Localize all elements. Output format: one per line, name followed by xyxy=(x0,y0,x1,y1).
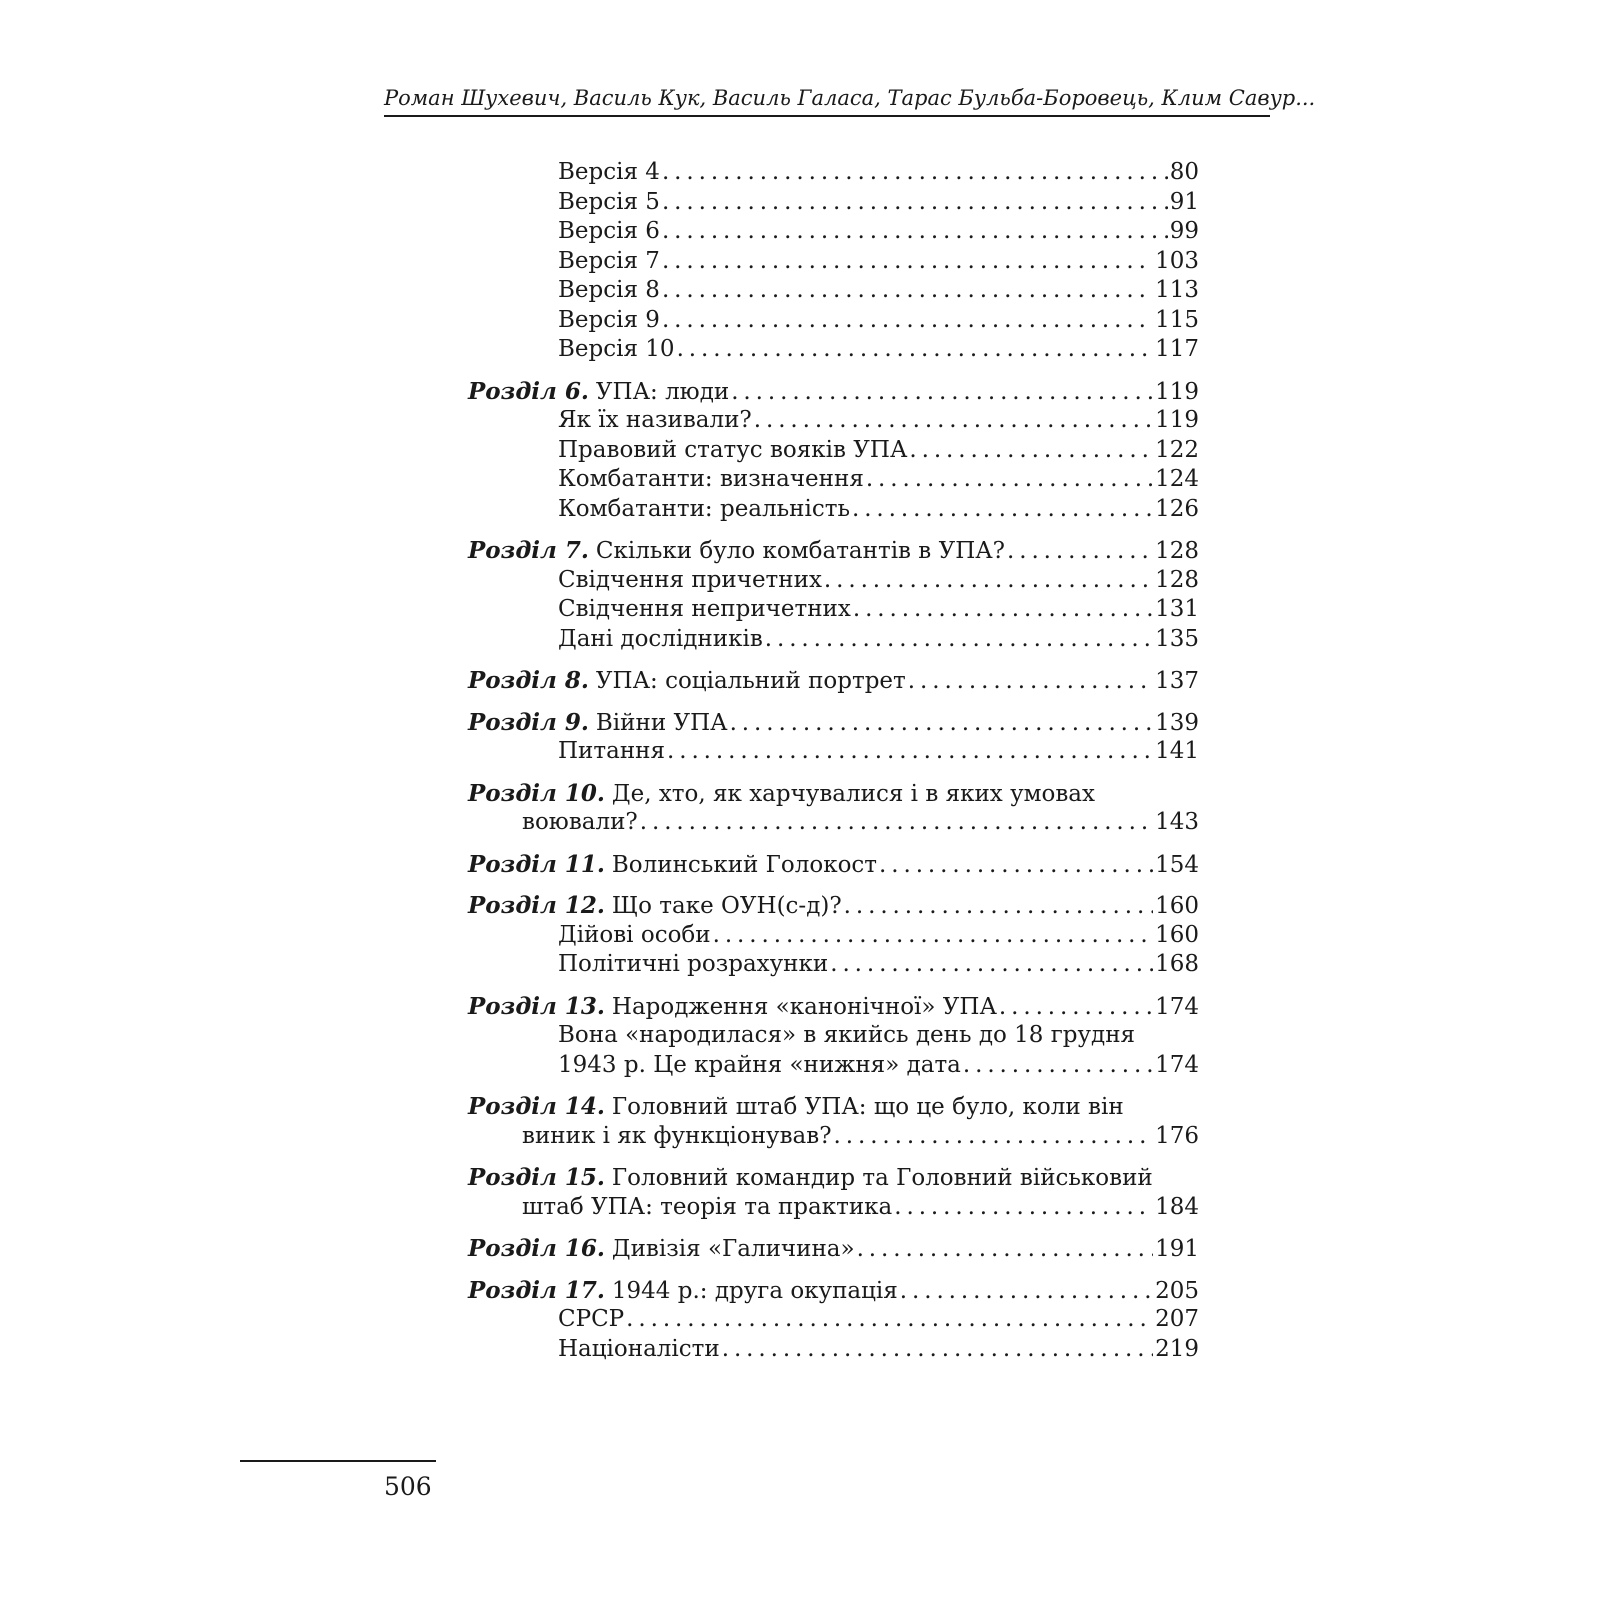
dot-leader xyxy=(909,436,1153,466)
toc-chapter-entry xyxy=(468,779,1199,809)
entry-title: Комбатанти: реальність xyxy=(558,495,850,522)
entry-page-number: 174 xyxy=(1155,993,1199,1020)
entry-page-number: 103 xyxy=(1155,247,1199,274)
toc-entry xyxy=(468,465,1199,495)
toc-chapter-entry xyxy=(468,536,1199,566)
toc-chapter-entry xyxy=(468,1234,1199,1264)
chapter-label: Розділ 6. xyxy=(468,377,589,405)
page-number: 506 xyxy=(384,1472,432,1501)
header-rule xyxy=(384,115,1270,117)
entry-title: Дивізія «Галичина» xyxy=(611,1236,855,1262)
dot-leader xyxy=(999,993,1153,1023)
entry-page-number: 176 xyxy=(1155,1122,1199,1149)
chapter-label: Розділ 12. xyxy=(468,892,605,919)
entry-page-number: 124 xyxy=(1155,466,1199,492)
toc-entry xyxy=(468,921,1199,951)
dot-leader xyxy=(857,1235,1154,1265)
toc-entry xyxy=(468,306,1199,336)
toc-entry xyxy=(468,1021,1199,1051)
chapter-label: Розділ 17. xyxy=(468,1276,605,1304)
toc-entry xyxy=(468,1193,1199,1223)
entry-title: УПА: люди xyxy=(595,378,730,405)
entry-page-number: 128 xyxy=(1155,538,1199,564)
toc-entry xyxy=(468,737,1199,767)
entry-page-number: 191 xyxy=(1155,1236,1199,1262)
entry-title: Політичні розрахунки xyxy=(558,951,829,977)
entry-title: Що таке ОУН(с-д)? xyxy=(611,893,842,919)
dot-leader xyxy=(662,306,1153,336)
dot-leader xyxy=(844,892,1153,922)
entry-title: воювали? xyxy=(522,809,638,835)
toc-entry xyxy=(468,436,1199,466)
entry-title: Версія 10 xyxy=(558,336,675,362)
running-head: Роман Шухевич, Василь Кук, Василь Галаса, Тарас Бульба-Боровець, Клим Савур... xyxy=(384,86,1316,110)
dot-leader xyxy=(866,465,1153,495)
entry-page-number: 160 xyxy=(1155,921,1199,948)
entry-title: Комбатанти: визначення xyxy=(558,466,864,492)
entry-title: Головний штаб УПА: що це було, коли він xyxy=(611,1094,1124,1120)
dot-leader xyxy=(640,808,1153,838)
toc-chapter-entry xyxy=(468,1163,1199,1193)
toc-entry xyxy=(468,595,1199,625)
toc-entry xyxy=(468,495,1199,525)
entry-page-number: 128 xyxy=(1155,566,1199,593)
toc-chapter-entry xyxy=(468,1276,1199,1306)
toc-chapter-entry xyxy=(468,992,1199,1022)
entry-title: Народження «канонічної» УПА xyxy=(611,993,997,1020)
dot-leader xyxy=(908,667,1153,697)
entry-page-number: 131 xyxy=(1155,596,1199,622)
toc-chapter-entry xyxy=(468,1092,1199,1122)
toc-chapter-entry xyxy=(468,891,1199,921)
entry-page-number: 115 xyxy=(1155,306,1199,333)
toc-entry xyxy=(468,188,1199,218)
dot-leader xyxy=(963,1051,1153,1081)
entry-title: Де, хто, як харчувалися і в яких умовах xyxy=(611,780,1095,807)
entry-title: штаб УПА: теорія та практика xyxy=(522,1193,893,1220)
dot-leader xyxy=(662,158,1168,188)
dot-leader xyxy=(667,737,1153,767)
entry-title: 1943 р. Це крайня «нижня» дата xyxy=(558,1051,961,1078)
dot-leader xyxy=(853,595,1153,625)
toc-entry xyxy=(468,950,1199,980)
dot-leader xyxy=(1007,537,1153,567)
entry-title: Свідчення причетних xyxy=(558,566,822,593)
entry-title: 1944 р.: друга окупація xyxy=(611,1277,898,1304)
dot-leader xyxy=(731,378,1153,408)
toc-entry xyxy=(468,1122,1199,1152)
toc-entry xyxy=(468,217,1199,247)
dot-leader xyxy=(765,625,1153,655)
dot-leader xyxy=(852,495,1153,525)
entry-title: СРСР xyxy=(558,1306,625,1332)
dot-leader xyxy=(662,247,1153,277)
entry-page-number: 119 xyxy=(1155,407,1199,433)
toc-entry xyxy=(468,247,1199,277)
chapter-label: Розділ 16. xyxy=(468,1235,605,1262)
entry-page-number: 207 xyxy=(1155,1306,1199,1332)
entry-title: Вона «народилася» в якийсь день до 18 грудня xyxy=(558,1022,1136,1048)
dot-leader xyxy=(834,1122,1154,1152)
entry-page-number: 113 xyxy=(1155,277,1199,303)
toc-entry xyxy=(468,566,1199,596)
dot-leader xyxy=(824,566,1153,596)
entry-page-number: 139 xyxy=(1155,709,1199,736)
toc-entry xyxy=(468,276,1199,306)
entry-page-number: 219 xyxy=(1155,1335,1199,1362)
entry-title: виник і як функціонував? xyxy=(522,1122,832,1149)
entry-page-number: 80 xyxy=(1169,159,1199,185)
entry-title: Дані дослідників xyxy=(558,625,763,652)
chapter-label: Розділ 9. xyxy=(468,708,589,736)
entry-title: УПА: соціальний портрет xyxy=(595,668,906,694)
toc-entry xyxy=(468,808,1199,838)
entry-title: Націоналісти xyxy=(558,1335,720,1362)
entry-page-number: 122 xyxy=(1155,436,1199,463)
entry-page-number: 205 xyxy=(1155,1277,1199,1304)
dot-leader xyxy=(900,1277,1153,1307)
entry-page-number: 119 xyxy=(1155,378,1199,405)
dot-leader xyxy=(722,1335,1153,1365)
toc-entry xyxy=(468,335,1199,365)
toc-chapter-entry xyxy=(468,850,1199,880)
dot-leader xyxy=(626,1305,1153,1335)
entry-title: Версія 4 xyxy=(558,159,660,185)
toc-entry xyxy=(468,1335,1199,1365)
chapter-label: Розділ 15. xyxy=(468,1164,605,1191)
entry-title: Версія 9 xyxy=(558,306,660,333)
entry-page-number: 143 xyxy=(1155,809,1199,835)
toc-entry xyxy=(468,1305,1199,1335)
entry-page-number: 184 xyxy=(1155,1193,1199,1220)
entry-title: Свідчення непричетних xyxy=(558,596,851,622)
dot-leader xyxy=(713,921,1153,951)
toc-entry xyxy=(468,158,1199,188)
entry-title: Питання xyxy=(558,738,665,764)
entry-page-number: 126 xyxy=(1155,495,1199,522)
toc-entry xyxy=(468,625,1199,655)
entry-title: Дійові особи xyxy=(558,921,711,948)
entry-title: Правовий статус вояків УПА xyxy=(558,436,908,463)
toc-chapter-entry xyxy=(468,377,1199,407)
toc-entry xyxy=(468,406,1199,436)
entry-title: Версія 6 xyxy=(558,218,660,244)
footer-rule xyxy=(240,1460,436,1462)
entry-page-number: 137 xyxy=(1155,668,1199,694)
toc-chapter-entry xyxy=(468,666,1199,696)
entry-page-number: 141 xyxy=(1155,738,1199,764)
entry-title: Версія 8 xyxy=(558,277,660,303)
chapter-label: Розділ 8. xyxy=(468,667,589,694)
chapter-label: Розділ 11. xyxy=(468,850,605,878)
dot-leader xyxy=(662,188,1168,218)
entry-page-number: 174 xyxy=(1155,1051,1199,1078)
dot-leader xyxy=(754,406,1153,436)
chapter-label: Розділ 14. xyxy=(468,1093,605,1120)
chapter-label: Розділ 10. xyxy=(468,779,605,807)
entry-title: Головний командир та Головний військовий xyxy=(611,1165,1153,1191)
dot-leader xyxy=(730,709,1154,739)
entry-title: Скільки було комбатантів в УПА? xyxy=(595,538,1005,564)
toc-entry xyxy=(468,1051,1199,1081)
entry-page-number: 154 xyxy=(1155,851,1199,878)
entry-title: Війни УПА xyxy=(595,709,728,736)
dot-leader xyxy=(879,851,1153,881)
entry-page-number: 160 xyxy=(1155,893,1199,919)
toc-chapter-entry xyxy=(468,708,1199,738)
chapter-label: Розділ 7. xyxy=(468,537,589,564)
dot-leader xyxy=(662,217,1168,247)
dot-leader xyxy=(662,276,1153,306)
entry-page-number: 91 xyxy=(1169,188,1199,215)
dot-leader xyxy=(830,950,1153,980)
dot-leader xyxy=(894,1193,1153,1223)
entry-title: Волинський Голокост xyxy=(611,851,878,878)
entry-page-number: 135 xyxy=(1155,625,1199,652)
dot-leader xyxy=(677,335,1154,365)
entry-page-number: 168 xyxy=(1155,951,1199,977)
entry-title: Як їх називали? xyxy=(558,407,752,433)
entry-page-number: 117 xyxy=(1155,336,1199,362)
entry-title: Версія 5 xyxy=(558,188,660,215)
entry-page-number: 99 xyxy=(1169,218,1199,244)
table-of-contents xyxy=(468,158,1199,1364)
chapter-label: Розділ 13. xyxy=(468,992,605,1020)
entry-title: Версія 7 xyxy=(558,247,660,274)
